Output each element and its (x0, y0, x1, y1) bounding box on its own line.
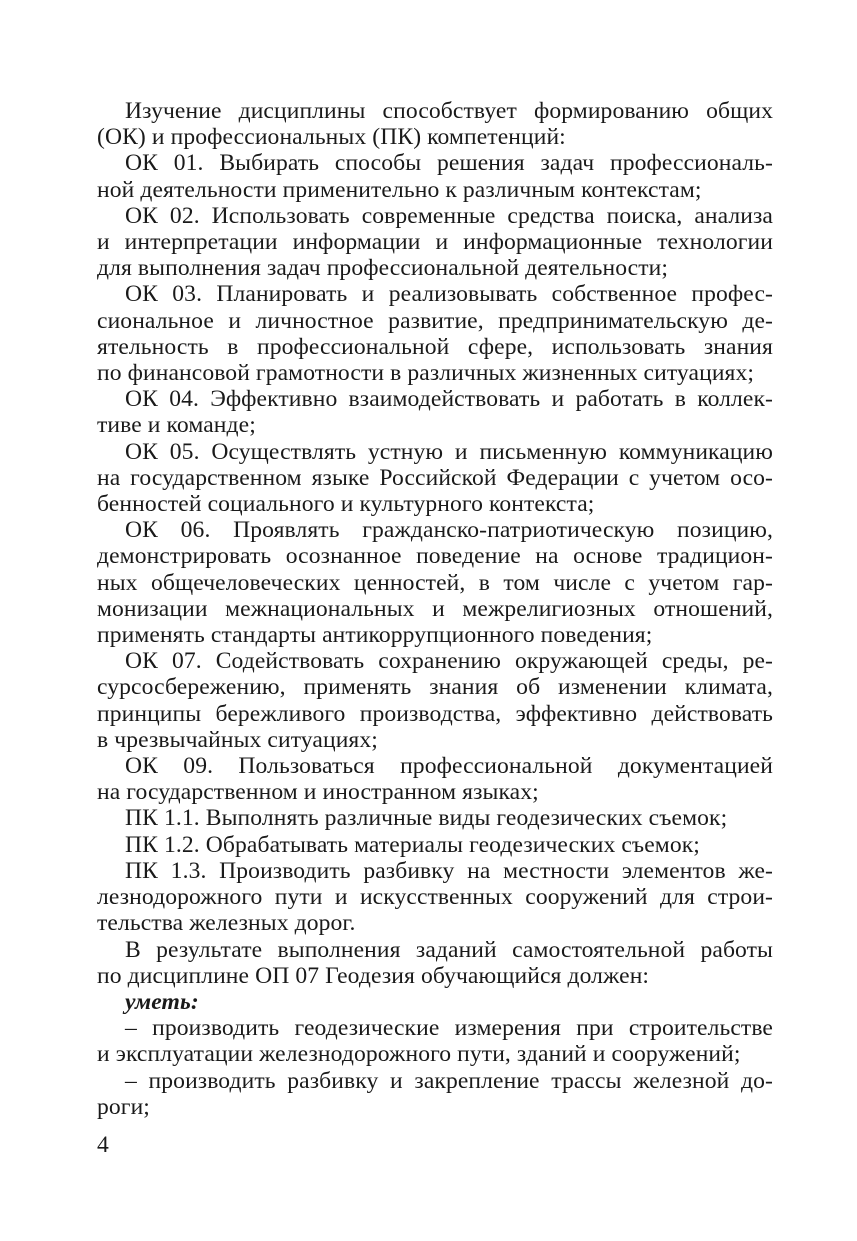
text-line: В результате выполнения заданий самостоятельной работы (125, 936, 773, 963)
text-line: принципы бережливого производства, эффективно действовать (97, 700, 773, 727)
text-line: – производить геодезические измерения при строительстве (125, 1015, 773, 1042)
text-line: монизации межнациональных и межрелигиозных отношений, (97, 595, 773, 622)
text-line: и эксплуатации железнодорожного пути, зданий и сооружений; (97, 1041, 741, 1068)
text-line: ПК 1.2. Обрабатывать материалы геодезических съемок; (125, 831, 700, 858)
text-line: – производить разбивку и закрепление трассы железной до- (125, 1067, 773, 1094)
competency-pk11 (97, 805, 773, 831)
text-line: сиональное и личностное развитие, предпринимательскую де- (97, 307, 773, 334)
intro-paragraph (97, 98, 773, 150)
text-line: ных общечеловеческих ценностей, в том числе с учетом гар- (97, 569, 773, 596)
text-line: тельства железных дорог. (97, 910, 356, 937)
competency-ok05 (97, 439, 773, 518)
text-line: ОК 01. Выбирать способы решения задач профессиональ- (125, 150, 773, 177)
text-line: тиве и команде; (97, 412, 256, 439)
main-text (97, 98, 773, 1120)
competency-ok07 (97, 648, 773, 753)
text-line: ОК 09. Пользоваться профессиональной документацией (125, 753, 773, 780)
text-line: ОК 04. Эффективно взаимодействовать и работать в коллек- (125, 386, 773, 413)
text-line: применять стандарты антикоррупционного поведения; (97, 622, 653, 649)
competency-ok09 (97, 753, 773, 805)
result-paragraph (97, 937, 773, 989)
text-line: ной деятельности применительно к различным контекстам; (97, 176, 702, 203)
competency-pk13 (97, 858, 773, 937)
text-line: на государственном и иностранном языках; (97, 779, 539, 806)
skill-item-1 (97, 1015, 773, 1067)
competency-pk12 (97, 832, 773, 858)
text-line: ОК 03. Планировать и реализовывать собственное профес- (125, 281, 773, 308)
text-line: ПК 1.1. Выполнять различные виды геодезических съемок; (125, 805, 728, 832)
text-line: ПК 1.3. Производить разбивку на местности элементов же- (125, 857, 773, 884)
text-line: в чрезвычайных ситуациях; (97, 726, 378, 753)
page-number: 4 (97, 1132, 109, 1158)
text-line: ОК 05. Осуществлять устную и письменную коммуникацию (125, 438, 773, 465)
text-line: ОК 06. Проявлять гражданско-патриотическую позицию, (125, 517, 773, 544)
text-line: (ОК) и профессиональных (ПК) компетенций: (97, 124, 566, 151)
text-line: сурсосбережению, применять знания об изменении климата, (97, 674, 773, 701)
text-line: на государственном языке Российской Федерации с учетом осо- (97, 464, 773, 491)
text-line: по финансовой грамотности в различных жизненных ситуациях; (97, 360, 755, 387)
text-line: демонстрировать осознанное поведение на основе традицион- (97, 543, 773, 570)
text-line: для выполнения задач профессиональной деятельности; (97, 255, 669, 282)
competency-ok02 (97, 203, 773, 282)
text-line: ОК 07. Содействовать сохранению окружающей среды, ре- (125, 648, 773, 675)
text-line: по дисциплине ОП 07 Геодезия обучающийся должен: (97, 962, 650, 989)
text-line: роги; (97, 1093, 150, 1120)
skills-heading: уметь: (125, 988, 199, 1015)
competency-ok03 (97, 281, 773, 386)
competency-ok04 (97, 386, 773, 438)
skill-item-2 (97, 1068, 773, 1120)
text-line: ОК 02. Использовать современные средства поиска, анализа (125, 202, 773, 229)
text-line: ятельность в профессиональной сфере, использовать знания (97, 333, 773, 360)
text-line: бенностей социального и культурного контекста; (97, 491, 595, 518)
text-line: лезнодорожного пути и искусственных сооружений для строи- (97, 884, 773, 911)
competency-ok01 (97, 150, 773, 202)
text-line: Изучение дисциплины способствует формированию общих (125, 98, 773, 124)
text-line: и интерпретации информации и информационные технологии (97, 229, 773, 256)
competency-ok06 (97, 517, 773, 648)
